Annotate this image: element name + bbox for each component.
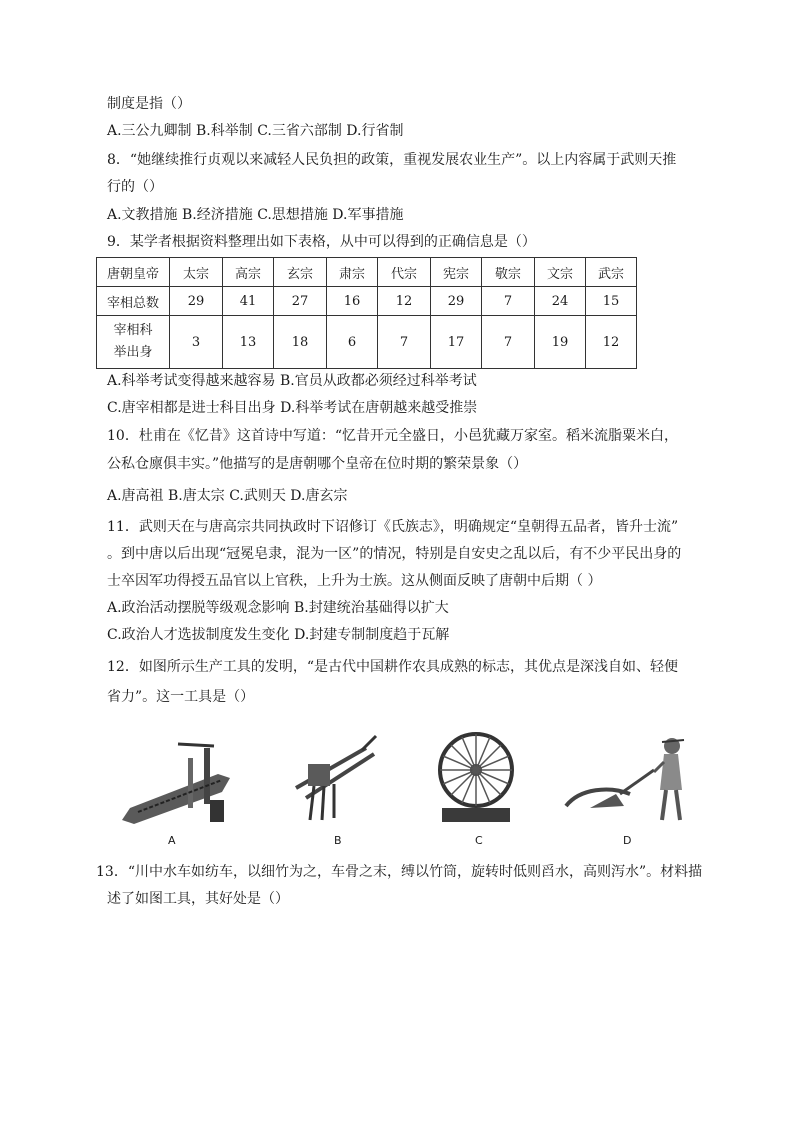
table-cell: 高宗: [223, 258, 274, 287]
options-line: A.三公九卿制 B.科举制 C.三省六部制 D.行省制: [107, 123, 404, 139]
question-11-text-cont2: 士卒因军功得授五品官以上官秩，上升为士族。这从侧面反映了唐朝中后期（ ）: [107, 573, 602, 589]
question-10-options: A.唐高祖 B.唐太宗 C.武则天 D.唐玄宗: [107, 488, 348, 504]
table-cell: 24: [535, 287, 586, 316]
table-cell: 敬宗: [482, 258, 535, 287]
table-cell: 7: [482, 316, 535, 369]
question-13-text-cont: 述了如图工具，其好处是（）: [107, 891, 289, 907]
question-13-text: 13．“川中水车如纺车，以细竹为之，车骨之末，缚以竹筒，旋转时低则舀水，高则泻水”。材料描: [96, 864, 703, 880]
question-11-text-cont: 。到中唐以后出现“冠冕皂隶，混为一区”的情况，特别是自安史之乱以后，有不少平民出身的: [107, 546, 682, 562]
question-9-option-cd: C.唐宰相都是进士科目出身 D.科举考试在唐朝越来越受推崇: [107, 400, 478, 416]
table-cell: 7: [482, 287, 535, 316]
chancellor-table: [96, 257, 637, 369]
question-10-text-cont: 公私仓廪俱丰实。”他描写的是唐朝哪个皇帝在位时期的繁荣景象（）: [107, 456, 528, 472]
figure-label-d: D: [623, 834, 632, 847]
table-cell: 文宗: [535, 258, 586, 287]
table-cell: 武宗: [586, 258, 637, 287]
table-cell: 17: [431, 316, 482, 369]
question-8-text-cont: 行的（）: [107, 179, 163, 195]
table-row-label: 宰相总数: [97, 287, 170, 316]
figure-label-a: A: [168, 834, 176, 847]
table-row: [97, 316, 637, 369]
table-cell: 玄宗: [274, 258, 327, 287]
table-cell: 41: [223, 287, 274, 316]
text-line: 制度是指（）: [107, 96, 191, 112]
table-cell: 12: [586, 316, 637, 369]
table-cell: 3: [170, 316, 223, 369]
question-9-option-ab: A.科举考试变得越来越容易 B.官员从政都必须经过科举考试: [107, 373, 477, 389]
seed-drill-icon: [286, 728, 386, 828]
question-12-text: 12．如图所示生产工具的发明，“是古代中国耕作农具成熟的标志，其优点是深浅自如、轻便: [107, 659, 678, 675]
table-cell: 13: [223, 316, 274, 369]
table-cell: 19: [535, 316, 586, 369]
table-cell: 29: [170, 287, 223, 316]
table-cell: 18: [274, 316, 327, 369]
table-header-row: [97, 258, 637, 287]
question-12-text-cont: 省力”。这一工具是（）: [107, 689, 255, 705]
table-cell: 唐朝皇帝: [97, 258, 170, 287]
figure-label-c: C: [475, 834, 483, 847]
question-11-option-cd: C.政治人才选拔制度发生变化 D.封建专制制度趋于瓦解: [107, 627, 450, 643]
table-cell: 宪宗: [431, 258, 482, 287]
plough-icon: [560, 728, 696, 828]
waterwheel-machine-icon: [118, 728, 238, 828]
figure-label-b: B: [334, 834, 342, 847]
ferris-waterwheel-icon: [434, 728, 518, 828]
table-row: [97, 287, 637, 316]
table-cell: 6: [327, 316, 378, 369]
table-row-label-line: 举出身: [113, 345, 153, 360]
table-cell: 代宗: [378, 258, 431, 287]
table-cell: 7: [378, 316, 431, 369]
question-11-option-ab: A.政治活动摆脱等级观念影响 B.封建统治基础得以扩大: [107, 600, 449, 616]
table-cell: 15: [586, 287, 637, 316]
table-cell: 29: [431, 287, 482, 316]
table-cell: 太宗: [170, 258, 223, 287]
question-9-text: 9．某学者根据资料整理出如下表格，从中可以得到的正确信息是（）: [107, 234, 536, 250]
table-row-label: [97, 316, 170, 369]
question-11-text: 11．武则天在与唐高宗共同执政时下诏修订《氏族志》，明确规定“皇朝得五品者，皆升士流”: [107, 519, 679, 535]
question-10-text: 10．杜甫在《忆昔》这首诗中写道：“忆昔开元全盛日，小邑犹藏万家室。稻米流脂粟米白，: [107, 428, 678, 444]
table-cell: 16: [327, 287, 378, 316]
question-8-text: 8．“她继续推行贞观以来减轻人民负担的政策，重视发展农业生产”。以上内容属于武则天推: [107, 152, 677, 168]
table-cell: 肃宗: [327, 258, 378, 287]
question-8-options: A.文教措施 B.经济措施 C.思想措施 D.军事措施: [107, 207, 404, 223]
table-cell: 27: [274, 287, 327, 316]
table-cell: 12: [378, 287, 431, 316]
table-row-label-line: 宰相科: [113, 323, 153, 338]
